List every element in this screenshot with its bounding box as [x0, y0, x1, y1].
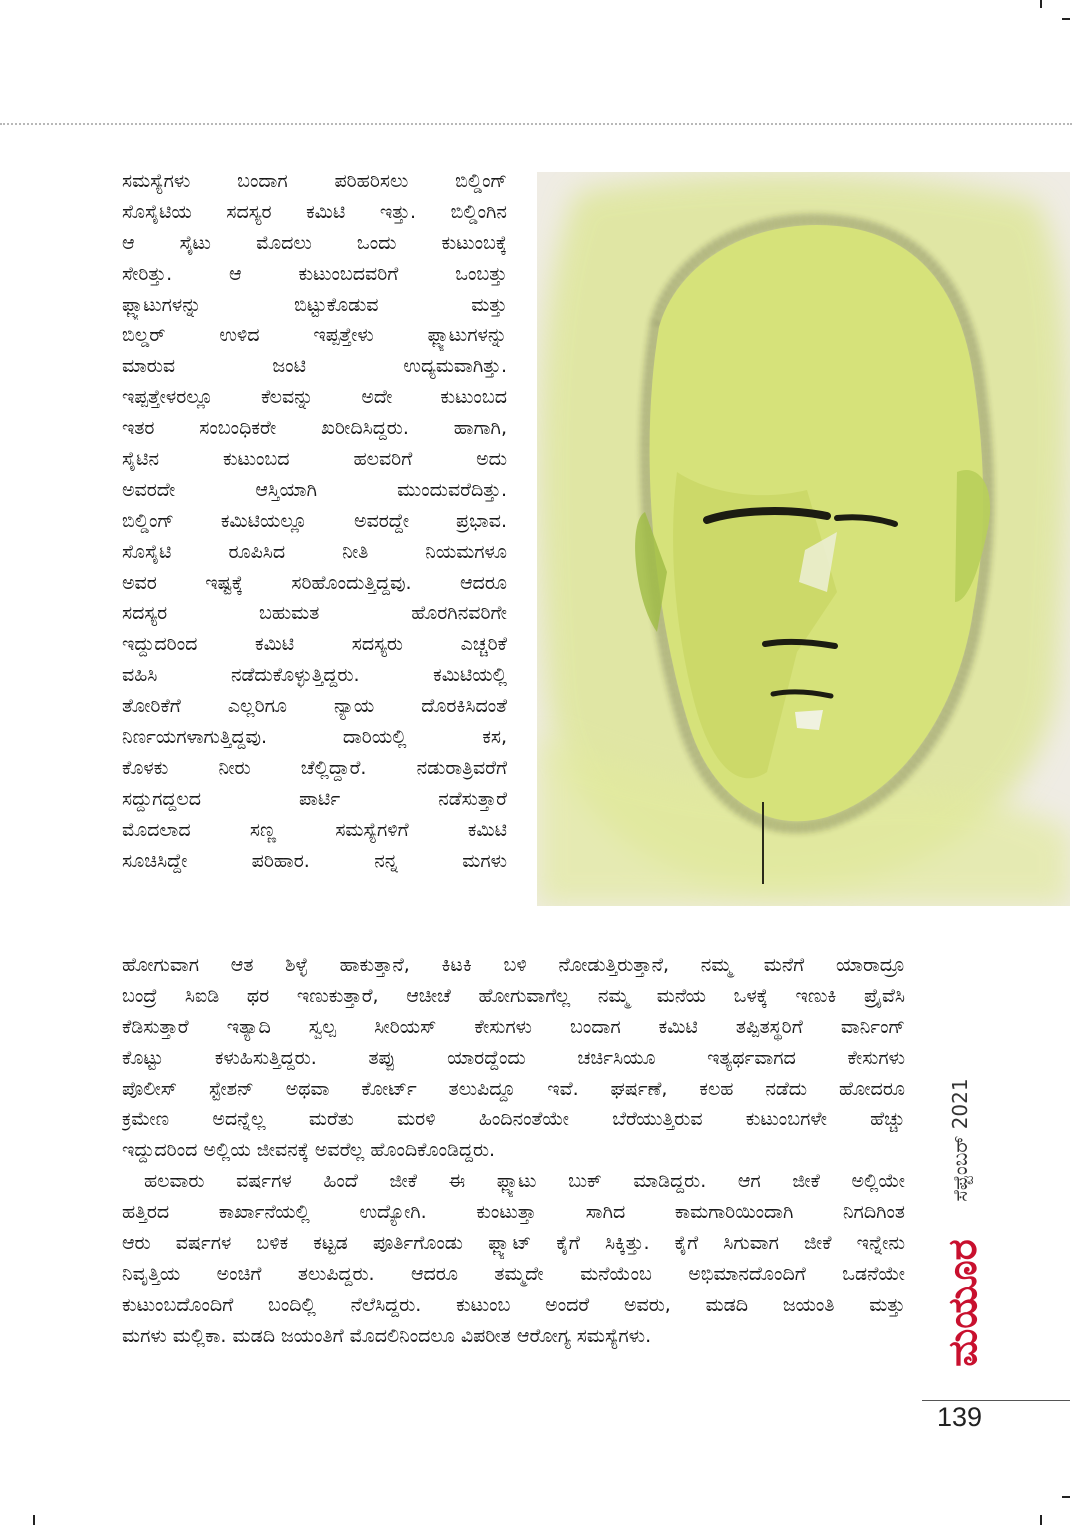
portrait-face-drawing [537, 172, 1070, 906]
text-line: ನಿವೃತ್ತಿಯ ಅಂಚಿಗೆ ತಲುಪಿದ್ದರು. ಆದರೂ ತಮ್ಮದೇ ಮನೆಯೆಂಬ ಅಭಿಮಾನದೊಂದಿಗೆ ಒಡನೆಯೇ [122, 1262, 905, 1285]
page-number-rule [922, 1400, 1070, 1401]
text-line: ಸೊಸೈಟಿಯ ಸದಸ್ಯರ ಕಮಿಟಿ ಇತ್ತು. ಬಿಲ್ಡಿಂಗಿನ [122, 200, 507, 223]
text-line: ನಿರ್ಣಯಗಳಾಗುತ್ತಿದ್ದವು. ದಾರಿಯಲ್ಲಿ ಕಸ, [122, 726, 507, 749]
text-line: ಇದ್ದುದರಿಂದ ಕಮಿಟಿ ಸದಸ್ಯರು ಎಚ್ಚರಿಕೆ [122, 633, 507, 656]
crop-mark-top-right [1040, 0, 1042, 8]
text-line: ಸಮಸ್ಯೆಗಳು ಬಂದಾಗ ಪರಿಹರಿಸಲು ಬಿಲ್ಡಿಂಗ್ [122, 170, 507, 192]
text-line: ಕೊಟ್ಟು ಕಳುಹಿಸುತ್ತಿದ್ದರು. ತಪ್ಪು ಯಾರದ್ದೆಂದು ಚರ್ಚಿಸಿಯೂ ಇತ್ಯರ್ಥವಾಗದ ಕೇಸುಗಳು [122, 1046, 905, 1069]
text-line: ಸದಸ್ಯರ ಬಹುಮತ ಹೊರಗಿನವರಿಗೇ [122, 602, 507, 625]
text-line: ಅವರದೇ ಆಸ್ತಿಯಾಗಿ ಮುಂದುವರೆದಿತ್ತು. [122, 478, 507, 501]
text-line: ಕೊಳಕು ನೀರು ಚೆಲ್ಲಿದ್ದಾರೆ. ನಡುರಾತ್ರಿವರೆಗೆ [122, 756, 507, 779]
text-line: ಮೊದಲಾದ ಸಣ್ಣ ಸಮಸ್ಯೆಗಳಿಗೆ ಕಮಿಟಿ [122, 818, 507, 841]
text-line: ಮಗಳು ಮಲ್ಲಿಕಾ. ಮಡದಿ ಜಯಂತಿಗೆ ಮೊದಲಿನಿಂದಲೂ ವಿಪರೀತ ಆರೋಗ್ಯ ಸಮಸ್ಯೆಗಳು. [122, 1324, 652, 1347]
text-line: ಸೇರಿತ್ತು. ಆ ಕುಟುಂಬದವರಿಗೆ ಒಂಬತ್ತು [122, 262, 507, 285]
text-line: ಇಪ್ಪತ್ತೇಳರಲ್ಲೂ ಕೆಲವನ್ನು ಅದೇ ಕುಟುಂಬದ [122, 386, 507, 409]
text-line: ಬಿಲ್ಡರ್ ಉಳಿದ ಇಪ್ಪತ್ತೇಳು ಫ್ಲ್ಯಾಟುಗಳನ್ನು [122, 324, 507, 347]
header-dotted-rule [0, 123, 1072, 125]
text-line: ಇತರ ಸಂಬಂಧಿಕರೇ ಖರೀದಿಸಿದ್ದರು. ಹಾಗಾಗಿ, [122, 417, 507, 440]
crop-mark-right-upper [1062, 18, 1070, 20]
text-line: ಕೆಡಿಸುತ್ತಾರೆ ಇತ್ಯಾದಿ ಸ್ವಲ್ಪ ಸೀರಿಯಸ್ ಕೇಸುಗಳು ಬಂದಾಗ ಕಮಿಟಿ ತಪ್ಪಿತಸ್ಥರಿಗೆ ವಾರ್ನಿಂಗ್ [122, 1015, 905, 1038]
text-line: ಫ್ಲ್ಯಾಟುಗಳನ್ನು ಬಿಟ್ಟುಕೊಡುವ ಮತ್ತು [122, 293, 507, 316]
magazine-masthead [935, 1218, 991, 1388]
crop-mark-bottom-left [33, 1515, 35, 1525]
article-column-wide [122, 950, 905, 1352]
text-line: ಸೂಚಿಸಿದ್ದೇ ಪರಿಹಾರ. ನನ್ನ ಮಗಳು [122, 849, 507, 872]
magazine-name: ಮಯೂರ [940, 1239, 986, 1367]
text-line: ಹೋಗುವಾಗ ಆತ ಶಿಳ್ಳೆ ಹಾಕುತ್ತಾನೆ, ಕಿಟಕಿ ಬಳಿ ನೋಡುತ್ತಿರುತ್ತಾನೆ, ನಮ್ಮ ಮನೆಗೆ ಯಾರಾದ್ರೂ [122, 954, 905, 976]
page-number: 139 [937, 1402, 983, 1432]
text-line: ಸೊಸೈಟಿ ರೂಪಿಸಿದ ನೀತಿ ನಿಯಮಗಳೂ [122, 540, 507, 563]
crop-mark-right-lower [1062, 1496, 1070, 1498]
text-line: ಆರು ವರ್ಷಗಳ ಬಳಿಕ ಕಟ್ಟಡ ಪೂರ್ತಿಗೊಂಡು ಫ್ಲ್ಯಾಟ್ ಕೈಗೆ ಸಿಕ್ಕಿತ್ತು. ಕೈಗೆ ಸಿಗುವಾಗ ಜೀಕೆ ಇನ್ನೇನು [122, 1232, 905, 1255]
text-line: ಹತ್ತಿರದ ಕಾರ್ಖಾನೆಯಲ್ಲಿ ಉದ್ಯೋಗಿ. ಕುಂಟುತ್ತಾ ಸಾಗಿದ ಕಾಮಗಾರಿಯಿಂದಾಗಿ ನಿಗದಿಗಿಂತ [122, 1201, 905, 1224]
issue-date [940, 1065, 980, 1215]
text-line: ಸೈಟಿನ ಕುಟುಂಬದ ಹಲವರಿಗೆ ಅದು [122, 448, 507, 471]
text-line: ಇದ್ದುದರಿಂದ ಅಲ್ಲಿಯ ಜೀವನಕ್ಕೆ ಅವರೆಲ್ಲ ಹೊಂದಿಕೊಂಡಿದ್ದರು. [122, 1139, 496, 1162]
crop-mark-bottom-right [1040, 1515, 1042, 1525]
text-line: ಹಲವಾರು ವರ್ಷಗಳ ಹಿಂದೆ ಜೀಕೆ ಈ ಫ್ಲ್ಯಾಟು ಬುಕ್ ಮಾಡಿದ್ದರು. ಆಗ ಜೀಕೆ ಅಲ್ಲಿಯೇ [144, 1170, 905, 1193]
text-line: ಸದ್ದುಗದ್ದಲದ ಪಾರ್ಟಿ ನಡೆಸುತ್ತಾರೆ [122, 787, 507, 810]
text-line: ಕುಟುಂಬದೊಂದಿಗೆ ಬಂದಿಲ್ಲಿ ನೆಲೆಸಿದ್ದರು. ಕುಟುಂಬ ಅಂದರೆ ಅವರು, ಮಡದಿ ಜಯಂತಿ ಮತ್ತು [122, 1293, 905, 1316]
text-line: ಆ ಸೈಟು ಮೊದಲು ಒಂದು ಕುಟುಂಬಕ್ಕೆ [122, 231, 507, 254]
text-line: ಬಂದ್ರೆ ಸಿಐಡಿ ಥರ ಇಣುಕುತ್ತಾರೆ, ಆಚೀಚೆ ಹೋಗುವಾಗೆಲ್ಲ ನಮ್ಮ ಮನೆಯ ಒಳಕ್ಕೆ ಇಣುಕಿ ಪ್ರೈವೆಸಿ [122, 984, 905, 1007]
text-line: ಅವರ ಇಷ್ಟಕ್ಕೆ ಸರಿಹೊಂದುತ್ತಿದ್ದವು. ಆದರೂ [122, 571, 507, 594]
text-line: ತೋರಿಕೆಗೆ ಎಲ್ಲರಿಗೂ ನ್ಯಾಯ ದೊರಕಿಸಿದಂತೆ [122, 695, 507, 718]
text-line: ಪೊಲೀಸ್ ಸ್ಟೇಶನ್ ಅಥವಾ ಕೋರ್ಟ್ ತಲುಪಿದ್ದೂ ಇವೆ. ಘರ್ಷಣೆ, ಕಲಹ ನಡೆದು ಹೋದರೂ [122, 1077, 905, 1100]
text-line: ಬಿಲ್ಡಿಂಗ್ ಕಮಿಟಿಯಲ್ಲೂ ಅವರದ್ದೇ ಪ್ರಭಾವ. [122, 509, 507, 532]
text-line: ಮಾರುವ ಜಂಟಿ ಉದ್ಯಮವಾಗಿತ್ತು. [122, 355, 507, 378]
article-column-narrow [122, 166, 507, 876]
text-line: ಕ್ರಮೇಣ ಅದನ್ನೆಲ್ಲ ಮರೆತು ಮರಳಿ ಹಿಂದಿನಂತೆಯೇ ಬೆರೆಯುತ್ತಿರುವ ಕುಟುಂಬಗಳೇ ಹೆಚ್ಚು [122, 1108, 905, 1131]
issue-date-text: ಸೆಪ್ಟೆಂಬರ್ 2021 [948, 1078, 972, 1202]
portrait-illustration [537, 172, 1070, 906]
text-line: ವಹಿಸಿ ನಡೆದುಕೊಳ್ಳುತ್ತಿದ್ದರು. ಕಮಿಟಿಯಲ್ಲಿ [122, 664, 507, 687]
